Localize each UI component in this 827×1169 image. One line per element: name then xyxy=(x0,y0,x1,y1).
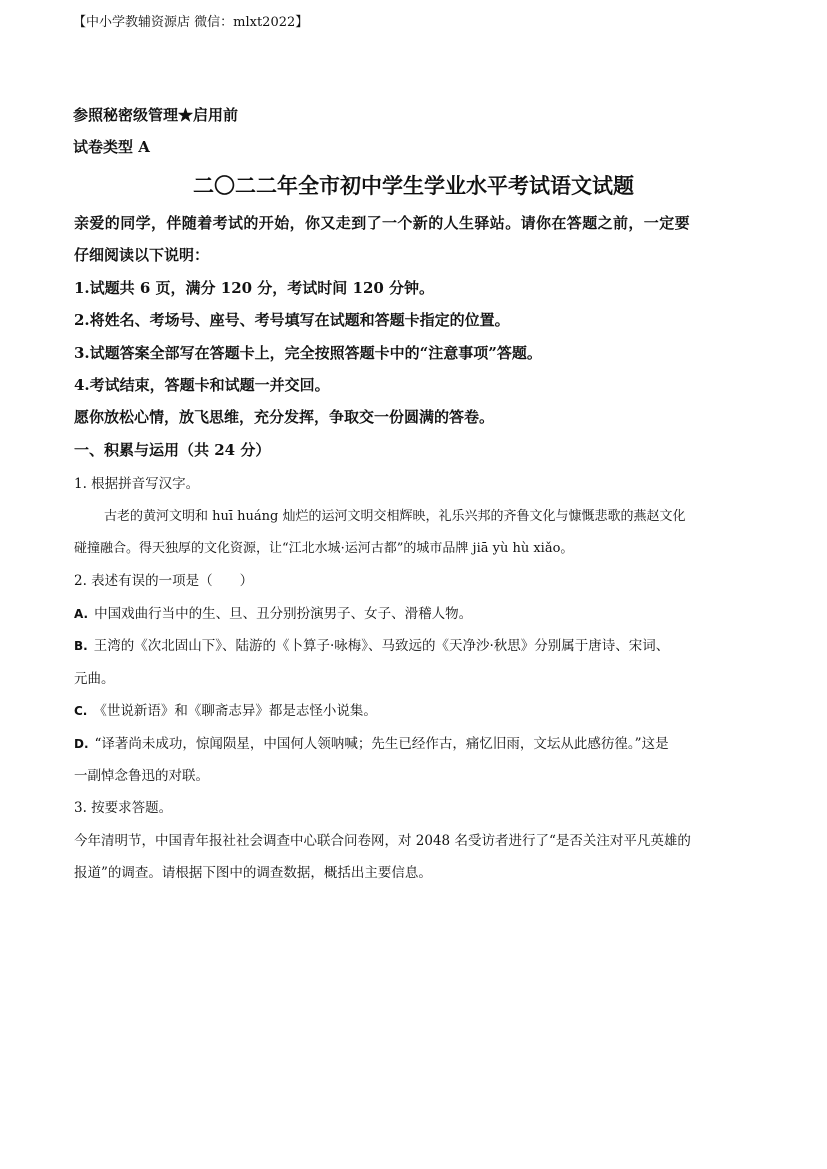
option-text: “译著尚未成功，惊闻陨星，中国何人领呐喊；先生已经作古，痛忆旧雨，文坛从此感彷徨。”这是 xyxy=(94,736,669,752)
section-heading: 一、积累与运用（共 24 分） xyxy=(74,441,271,459)
question-1-passage-line-1: 古老的黄河文明和 huī huáng 灿烂的运河文明交相辉映，礼乐兴邦的齐鲁文化与慷慨悲歌的燕赵文化 xyxy=(104,509,686,524)
option-letter: D. xyxy=(74,737,89,751)
question-2-stem: 2. 表述有误的一项是（ ） xyxy=(74,573,254,589)
header-banner: 【中小学教辅资源店 微信：mlxt2022】 xyxy=(73,15,309,30)
intro-line-2: 仔细阅读以下说明： xyxy=(74,246,210,264)
question-1-passage-line-2: 碰撞融合。得天独厚的文化资源，让“江北水城·运河古都”的城市品牌 jiā yù hù xiǎo。 xyxy=(74,541,574,556)
option-letter: C. xyxy=(74,704,88,718)
option-letter: A. xyxy=(74,607,89,621)
page-title: 二〇二二年全市初中学生学业水平考试语文试题 xyxy=(193,173,634,198)
question-1-stem: 1. 根据拼音写汉字。 xyxy=(74,476,200,492)
instruction-item: 2.将姓名、考场号、座号、考号填写在试题和答题卡指定的位置。 xyxy=(74,311,510,329)
intro-line-1: 亲爱的同学，伴随着考试的开始，你又走到了一个新的人生驿站。请你在答题之前，一定要 xyxy=(74,214,691,232)
instruction-item: 1.试题共 6 页，满分 120 分，考试时间 120 分钟。 xyxy=(74,279,435,297)
intro-wish: 愿你放松心情，放飞思维，充分发挥，争取交一份圆满的答卷。 xyxy=(74,408,495,426)
option-text: 王湾的《次北固山下》、陆游的《卜算子·咏梅》、马致远的《天净沙·秋思》分别属于唐诗、宋词、 xyxy=(93,638,670,654)
instruction-item: 4.考试结束，答题卡和试题一并交回。 xyxy=(74,376,330,394)
secrecy-level: 参照秘密级管理★启用前 xyxy=(73,106,239,124)
instruction-item: 3.试题答案全部写在答题卡上，完全按照答题卡中的“注意事项”答题。 xyxy=(74,344,542,362)
question-3-stem: 3. 按要求答题。 xyxy=(74,800,173,816)
question-3-passage-line-2: 报道”的调查。请根据下图中的调查数据，概括出主要信息。 xyxy=(74,865,432,881)
option-c xyxy=(74,699,377,719)
option-a xyxy=(74,602,472,622)
option-b xyxy=(74,634,669,654)
paper-type: 试卷类型 A xyxy=(73,138,150,156)
option-d xyxy=(74,732,669,752)
option-text: 中国戏曲行当中的生、旦、丑分别扮演男子、女子、滑稽人物。 xyxy=(94,606,473,622)
option-b-continued: 元曲。 xyxy=(74,671,115,687)
option-letter: B. xyxy=(74,639,88,653)
question-3-passage-line-1: 今年清明节，中国青年报社社会调查中心联合问卷网，对 2048 名受访者进行了“是否关注对平凡英雄的 xyxy=(74,833,691,849)
option-d-continued: 一副悼念鲁迅的对联。 xyxy=(74,768,209,784)
option-text: 《世说新语》和《聊斋志异》都是志怪小说集。 xyxy=(93,703,377,719)
